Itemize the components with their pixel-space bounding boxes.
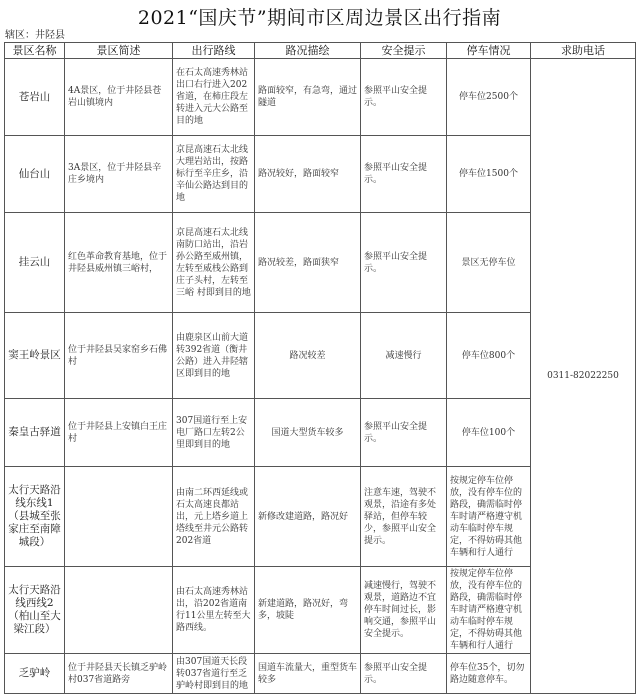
- scenic-name: 秦皇古驿道: [5, 399, 65, 467]
- parking-info: 停车位800个: [447, 313, 531, 399]
- guide-table: [4, 42, 636, 694]
- travel-route: 由鹿泉区山前大道转392省道（衡井公路）进入井陉辖区即到目的地: [173, 313, 255, 399]
- district-label: 辖区：井陉县: [5, 30, 65, 41]
- header-route: 出行路线: [173, 43, 255, 59]
- safety-tip: 参照平山安全提示。: [361, 654, 447, 694]
- scenic-name: 乏驴岭: [5, 654, 65, 694]
- scenic-name: 太行天路沿线东线1（县城至张家庄至南障城段）: [5, 467, 65, 567]
- road-condition: 新建道路，路况好，弯多，坡陡: [255, 567, 361, 654]
- safety-tip: 减速慢行，驾驶不观景，道路边不宜停车时间过长，影响交通，参照平山安全提示。: [361, 567, 447, 654]
- travel-route: 307国道行至上安电厂路口左转2公里即到目的地: [173, 399, 255, 467]
- parking-info: 景区无停车位: [447, 213, 531, 313]
- road-condition: 国道车流量大，重型货车较多: [255, 654, 361, 694]
- parking-info: 停车位100个: [447, 399, 531, 467]
- scenic-desc: 位于井陉县上安镇白王庄村: [65, 399, 173, 467]
- road-condition: 新修改建道路，路况好: [255, 467, 361, 567]
- header-parking: 停车情况: [447, 43, 531, 59]
- safety-tip: 参照平山安全提示。: [361, 136, 447, 213]
- travel-route: 由南二环西延线或石太高速良都站出，元上塔乡道上塔线至井元公路转202省道: [173, 467, 255, 567]
- scenic-desc: [65, 467, 173, 567]
- road-condition: 国道大型货车较多: [255, 399, 361, 467]
- header-desc: 景区简述: [65, 43, 173, 59]
- safety-tip: 参照平山安全提示。: [361, 399, 447, 467]
- scenic-name: 仙台山: [5, 136, 65, 213]
- travel-route: 在石太高速秀林站出口右行进入202省道，在柿庄段左转进入元大公路至目的地: [173, 59, 255, 136]
- header-safety: 安全提示: [361, 43, 447, 59]
- road-condition: 路面较窄，有急弯，通过隧道: [255, 59, 361, 136]
- parking-info: 停车位2500个: [447, 59, 531, 136]
- travel-route: 由石太高速秀林站出，沿202省道南行11公里左转至大路西线。: [173, 567, 255, 654]
- page-title: 2021“国庆节”期间市区周边景区出行指南: [137, 7, 502, 29]
- travel-route: 京昆高速石太北线大理岩站出，按路标行至辛庄乡，沿辛仙公路达到目的地: [173, 136, 255, 213]
- scenic-desc: 位于井陉县天长镇乏驴岭村037省道路旁: [65, 654, 173, 694]
- parking-info: 按规定停车位停放，没有停车位的路段，确需临时停车时请严格遵守机动车临时停车规定，不得妨碍其他车辆和行人通行: [447, 567, 531, 654]
- table-row: [5, 59, 636, 136]
- header-phone: 求助电话: [531, 43, 636, 59]
- road-condition: 路况较好，路面较窄: [255, 136, 361, 213]
- scenic-name: 太行天路沿线西线2（柏山至大梁江段）: [5, 567, 65, 654]
- road-condition: 路况较差: [255, 313, 361, 399]
- parking-info: 停车位35个，切勿路边随意停车。: [447, 654, 531, 694]
- travel-route: 由307国道天长段转037省道行至乏驴岭村即到目的地: [173, 654, 255, 694]
- table-header-row: [5, 43, 636, 59]
- travel-route: 京昆高速石太北线南防口站出，沿岩孙公路至威州镇，左转至威栈公路到庄子头村，左转至三峪 村即到目的地: [173, 213, 255, 313]
- parking-info: 停车位1500个: [447, 136, 531, 213]
- header-road: 路况描绘: [255, 43, 361, 59]
- scenic-desc: 红色革命教育基地，位于井陉县威州镇三峪村，: [65, 213, 173, 313]
- scenic-desc: [65, 567, 173, 654]
- safety-tip: 参照平山安全提示。: [361, 213, 447, 313]
- scenic-name: 挂云山: [5, 213, 65, 313]
- header-name: 景区名称: [5, 43, 65, 59]
- safety-tip: 参照平山安全提示。: [361, 59, 447, 136]
- scenic-desc: 3A景区，位于井陉县辛庄乡境内: [65, 136, 173, 213]
- scenic-desc: 4A景区，位于井陉县苍岩山镇境内: [65, 59, 173, 136]
- safety-tip: 注意车速，驾驶不观景，沿途有多处驿站，但停车较少，参照平山安全提示。: [361, 467, 447, 567]
- scenic-desc: 位于井陉县吴家窑乡石佛村: [65, 313, 173, 399]
- help-phone: 0311-82022250: [531, 59, 636, 694]
- scenic-name: 窦王岭景区: [5, 313, 65, 399]
- parking-info: 按规定停车位停放，没有停车位的路段，确需临时停车时请严格遵守机动车临时停车规定，不得妨碍其他车辆和行人通行: [447, 467, 531, 567]
- scenic-name: 苍岩山: [5, 59, 65, 136]
- safety-tip: 减速慢行: [361, 313, 447, 399]
- road-condition: 路况较差，路面狭窄: [255, 213, 361, 313]
